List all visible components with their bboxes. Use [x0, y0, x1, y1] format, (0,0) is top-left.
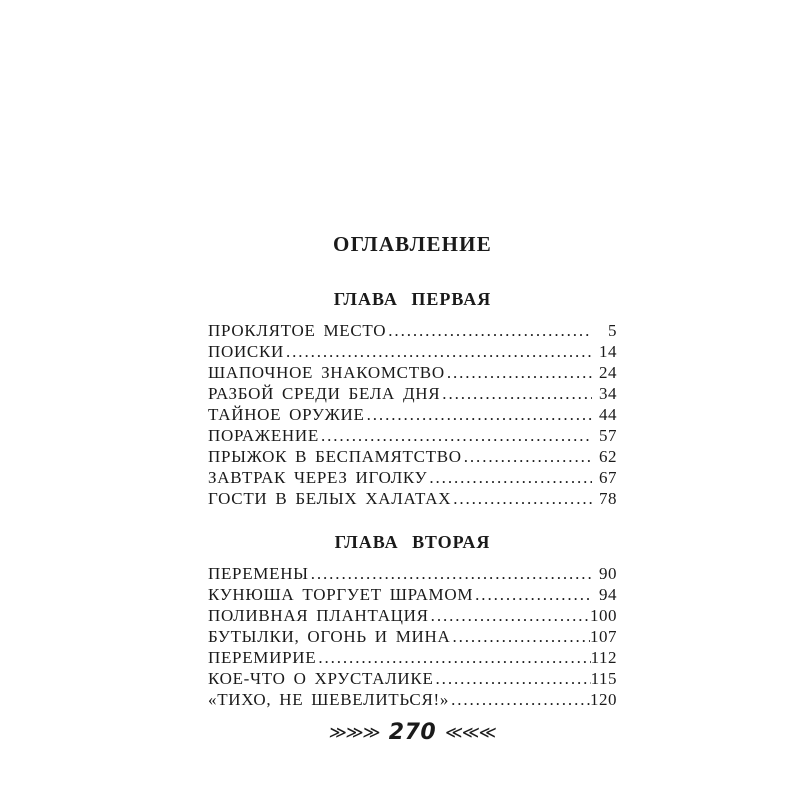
dot-leader — [311, 563, 592, 584]
toc-entry — [208, 605, 617, 626]
chapter-two-entries — [208, 563, 617, 710]
dot-leader — [388, 320, 592, 341]
toc-entry-page: 34 — [599, 384, 617, 403]
toc-entry — [208, 341, 617, 362]
toc-entry-page: 62 — [599, 447, 617, 466]
toc-entry — [208, 689, 617, 710]
dot-leader — [321, 425, 592, 446]
table-of-contents — [208, 0, 617, 745]
toc-entry-title: КОЕ-ЧТО О ХРУСТАЛИКЕ — [208, 669, 434, 688]
toc-entry-page: 57 — [599, 426, 617, 445]
toc-entry — [208, 446, 617, 467]
toc-entry-title: ТАЙНОЕ ОРУЖИЕ — [208, 405, 365, 424]
toc-entry-page: 100 — [590, 606, 617, 625]
toc-entry-title: ПРОКЛЯТОЕ МЕСТО — [208, 321, 387, 340]
dot-leader — [318, 647, 590, 668]
toc-entry-page: 112 — [590, 648, 617, 667]
toc-entry-page: 24 — [599, 363, 617, 382]
dot-leader — [464, 446, 592, 467]
toc-entry — [208, 626, 617, 647]
toc-entry-title: РАЗБОЙ СРЕДИ БЕЛА ДНЯ — [208, 384, 441, 403]
page-folio — [208, 721, 617, 745]
toc-entry-page: 78 — [599, 489, 617, 508]
toc-entry-title: ПОРАЖЕНИЕ — [208, 426, 319, 445]
folio-page-number: 270 — [388, 720, 437, 745]
toc-entry — [208, 467, 617, 488]
toc-entry-title: ПЕРЕМЕНЫ — [208, 564, 309, 583]
toc-entry-title: ПЕРЕМИРИЕ — [208, 648, 317, 667]
chapter-one-heading: ГЛАВА ПЕРВАЯ — [333, 289, 492, 309]
toc-entry-page: 120 — [590, 690, 617, 709]
page-title: ОГЛАВЛЕНИЕ — [333, 232, 492, 256]
toc-entry — [208, 404, 617, 425]
toc-entry — [208, 362, 617, 383]
toc-entry-title: ГОСТИ В БЕЛЫХ ХАЛАТАХ — [208, 489, 452, 508]
dot-leader — [452, 626, 590, 647]
toc-entry — [208, 647, 617, 668]
toc-entry-page: 94 — [599, 585, 617, 604]
toc-entry-title: «ТИХО, НЕ ШЕВЕЛИТЬСЯ!» — [208, 690, 450, 709]
folio-left-chevrons-icon: ≫≫≫ — [328, 723, 381, 743]
dot-leader — [429, 467, 592, 488]
toc-entry — [208, 383, 617, 404]
dot-leader — [431, 605, 590, 626]
toc-entry-title: КУНЮША ТОРГУЕТ ШРАМОМ — [208, 585, 474, 604]
dot-leader — [367, 404, 592, 425]
chapter-section-two — [208, 530, 617, 710]
toc-entry-title: БУТЫЛКИ, ОГОНЬ И МИНА — [208, 627, 451, 646]
toc-entry-title: ЗАВТРАК ЧЕРЕЗ ИГОЛКУ — [208, 468, 428, 487]
toc-entry-title: ПОЛИВНАЯ ПЛАНТАЦИЯ — [208, 606, 429, 625]
toc-entry — [208, 668, 617, 689]
dot-leader — [436, 668, 591, 689]
chapter-two-heading: ГЛАВА ВТОРАЯ — [334, 532, 491, 552]
toc-entry-page: 115 — [590, 669, 617, 688]
toc-entry-page: 14 — [599, 342, 617, 361]
toc-entry-page: 5 — [608, 321, 617, 340]
chapter-section-one — [208, 287, 617, 509]
toc-entry — [208, 488, 617, 509]
dot-leader — [442, 383, 592, 404]
folio-right-chevrons-icon: ≪≪≪ — [444, 723, 497, 743]
toc-entry-title: ШАПОЧНОЕ ЗНАКОМСТВО — [208, 363, 445, 382]
dot-leader — [286, 341, 592, 362]
toc-entry-page: 90 — [599, 564, 617, 583]
toc-entry — [208, 563, 617, 584]
toc-entry — [208, 584, 617, 605]
toc-entry-page: 44 — [599, 405, 617, 424]
dot-leader — [453, 488, 592, 509]
toc-entry-title: ПОИСКИ — [208, 342, 284, 361]
dot-leader — [447, 362, 592, 383]
dot-leader — [475, 584, 592, 605]
toc-entry-page: 67 — [599, 468, 617, 487]
toc-entry-page: 107 — [590, 627, 617, 646]
toc-entry — [208, 425, 617, 446]
dot-leader — [451, 689, 590, 710]
toc-entry-title: ПРЫЖОК В БЕСПАМЯТСТВО — [208, 447, 462, 466]
chapter-one-entries — [208, 320, 617, 509]
toc-entry — [208, 320, 617, 341]
